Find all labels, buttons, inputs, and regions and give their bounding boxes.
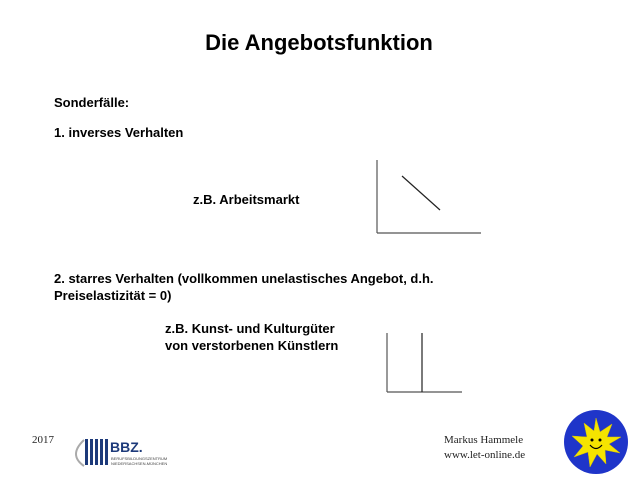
footer-author: Markus Hammele (444, 434, 524, 446)
logo-subtext-line1: BERUFSBILDUNGSZENTRUM (111, 456, 168, 461)
slide-title: Die Angebotsfunktion (205, 30, 433, 55)
rigid-supply-diagram (387, 333, 462, 392)
bbz-logo (76, 439, 167, 466)
case1-example: z.B. Arbeitsmarkt (193, 192, 300, 207)
sun-logo (564, 410, 628, 474)
case2-label-line2: Preiselastizität = 0) (54, 288, 172, 303)
footer-website: www.let-online.de (444, 449, 526, 461)
case2-example-line2: von verstorbenen Künstlern (165, 338, 339, 353)
sun-left-eye (591, 439, 594, 442)
inverse-supply-diagram (377, 160, 481, 233)
logo-subtext-line2: NIEDERSACHSEN-MÜNCHEN (111, 461, 168, 466)
case1-label: 1. inverses Verhalten (54, 125, 184, 140)
logo-text: BBZ. (110, 439, 143, 455)
footer-year: 2017 (32, 434, 54, 446)
diagram1-supply-line (402, 176, 440, 210)
logo-swoosh (76, 440, 84, 466)
case2-label-line1: 2. starres Verhalten (vollkommen unelastisches Angebot, d.h. (54, 271, 434, 286)
sun-face (585, 432, 607, 454)
sun-right-eye (599, 439, 602, 442)
special-cases-heading: Sonderfälle: (54, 95, 130, 110)
case2-example-line1: z.B. Kunst- und Kulturgüter (165, 321, 335, 336)
